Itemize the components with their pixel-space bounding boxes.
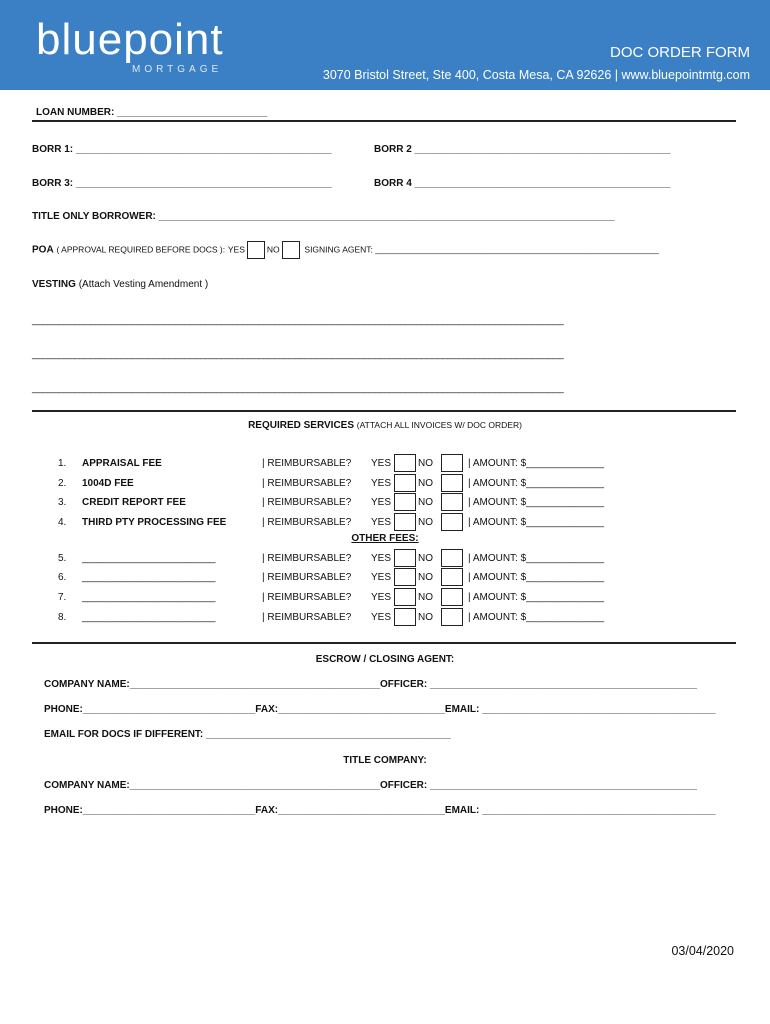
yes-label: YES — [371, 517, 392, 528]
borr3-field[interactable]: BORR 3: ______________________________________________ — [32, 178, 332, 189]
loan-number-field[interactable]: LOAN NUMBER: ___________________________ — [36, 107, 268, 118]
no-label: NO — [418, 517, 433, 528]
yes-label: YES — [371, 553, 392, 564]
services-heading-text: REQUIRED SERVICES — [248, 420, 355, 431]
no-label: NO — [418, 572, 433, 583]
logo-subtext: MORTGAGE — [132, 64, 223, 75]
service-number: 1. — [58, 458, 67, 469]
poa-no-label: NO — [266, 244, 280, 255]
no-checkbox[interactable] — [441, 549, 463, 567]
yes-label: YES — [371, 478, 392, 489]
no-label: NO — [418, 478, 433, 489]
form-date: 03/04/2020 — [671, 944, 734, 958]
escrow-phone-fax-email-field[interactable]: PHONE:_______________________________FAX:______________________________EMAIL: __________________________________________ — [44, 704, 716, 715]
title-only-borrower-field[interactable]: TITLE ONLY BORROWER: __________________________________________________________________________________ — [32, 211, 615, 222]
no-checkbox[interactable] — [441, 474, 463, 492]
divider — [32, 120, 736, 122]
reimbursable-label: | REIMBURSABLE? — [262, 497, 352, 508]
no-checkbox[interactable] — [441, 454, 463, 472]
vesting-note: (Attach Vesting Amendment ) — [78, 279, 209, 290]
no-checkbox[interactable] — [441, 608, 463, 626]
service-name: APPRAISAL FEE — [82, 458, 162, 469]
service-number: 3. — [58, 497, 67, 508]
vesting-line-1[interactable]: _____________________________________________________________________________________________________ — [32, 315, 564, 326]
vesting-row — [32, 279, 208, 290]
company-address: 3070 Bristol Street, Ste 400, Costa Mesa, CA 92626 | www.bluepointmtg.com — [322, 68, 750, 82]
poa-yes-label: YES — [227, 244, 245, 255]
required-services-heading — [0, 420, 770, 431]
reimbursable-label: | REIMBURSABLE? — [262, 517, 352, 528]
amount-field[interactable]: | AMOUNT: $______________ — [468, 458, 605, 469]
yes-checkbox[interactable] — [394, 474, 416, 492]
reimbursable-label: | REIMBURSABLE? — [262, 458, 352, 469]
title-company-officer-field[interactable]: COMPANY NAME:_____________________________________________OFFICER: ________________________________________________ — [44, 780, 697, 791]
amount-field[interactable]: | AMOUNT: $______________ — [468, 592, 605, 603]
service-number: 8. — [58, 612, 67, 623]
service-number: 2. — [58, 478, 67, 489]
service-row — [0, 454, 770, 474]
yes-checkbox[interactable] — [394, 608, 416, 626]
no-label: NO — [418, 592, 433, 603]
poa-no-checkbox[interactable] — [282, 241, 300, 259]
amount-field[interactable]: | AMOUNT: $______________ — [468, 517, 605, 528]
other-fees-heading: OTHER FEES: — [351, 533, 419, 544]
amount-field[interactable]: | AMOUNT: $______________ — [468, 553, 605, 564]
yes-label: YES — [371, 612, 392, 623]
service-name: THIRD PTY PROCESSING FEE — [82, 517, 227, 528]
service-name[interactable]: ________________________ — [82, 592, 216, 603]
yes-checkbox[interactable] — [394, 513, 416, 531]
yes-label: YES — [371, 592, 392, 603]
amount-field[interactable]: | AMOUNT: $______________ — [468, 478, 605, 489]
escrow-heading: ESCROW / CLOSING AGENT: — [315, 654, 455, 665]
no-label: NO — [418, 497, 433, 508]
logo-text: bluepoint — [36, 15, 224, 64]
title-phone-fax-email-field[interactable]: PHONE:_______________________________FAX:______________________________EMAIL: __________________________________________ — [44, 805, 716, 816]
service-row — [0, 588, 770, 608]
reimbursable-label: | REIMBURSABLE? — [262, 592, 352, 603]
service-row — [0, 513, 770, 533]
service-row — [0, 568, 770, 588]
service-number: 5. — [58, 553, 67, 564]
amount-field[interactable]: | AMOUNT: $______________ — [468, 612, 605, 623]
poa-note: ( APPROVAL REQUIRED BEFORE DOCS ): — [56, 244, 226, 255]
service-row — [0, 608, 770, 628]
yes-checkbox[interactable] — [394, 493, 416, 511]
services-heading-note: (ATTACH ALL INVOICES W/ DOC ORDER) — [356, 420, 522, 430]
service-row — [0, 549, 770, 569]
service-number: 6. — [58, 572, 67, 583]
service-row — [0, 493, 770, 513]
yes-checkbox[interactable] — [394, 454, 416, 472]
yes-label: YES — [371, 458, 392, 469]
yes-checkbox[interactable] — [394, 549, 416, 567]
divider — [32, 410, 736, 412]
amount-field[interactable]: | AMOUNT: $______________ — [468, 572, 605, 583]
divider — [32, 642, 736, 644]
yes-checkbox[interactable] — [394, 568, 416, 586]
service-name: 1004D FEE — [82, 478, 134, 489]
reimbursable-label: | REIMBURSABLE? — [262, 478, 352, 489]
signing-agent-field[interactable]: SIGNING AGENT: ____________________________________________________________ — [304, 244, 659, 255]
borr1-field[interactable]: BORR 1: ______________________________________________ — [32, 144, 332, 155]
title-company-heading: TITLE COMPANY: — [343, 755, 427, 766]
service-name[interactable]: ________________________ — [82, 612, 216, 623]
no-checkbox[interactable] — [441, 588, 463, 606]
form-title: DOC ORDER FORM — [610, 44, 750, 61]
no-checkbox[interactable] — [441, 568, 463, 586]
vesting-label: VESTING — [32, 279, 76, 290]
no-checkbox[interactable] — [441, 493, 463, 511]
reimbursable-label: | REIMBURSABLE? — [262, 572, 352, 583]
service-name[interactable]: ________________________ — [82, 553, 216, 564]
poa-row — [32, 241, 659, 259]
yes-checkbox[interactable] — [394, 588, 416, 606]
reimbursable-label: | REIMBURSABLE? — [262, 612, 352, 623]
service-row — [0, 474, 770, 494]
service-name: CREDIT REPORT FEE — [82, 497, 186, 508]
yes-label: YES — [371, 497, 392, 508]
bluepoint-logo — [36, 15, 224, 75]
no-label: NO — [418, 612, 433, 623]
amount-field[interactable]: | AMOUNT: $______________ — [468, 497, 605, 508]
escrow-company-officer-field[interactable]: COMPANY NAME:_____________________________________________OFFICER: ________________________________________________ — [44, 679, 697, 690]
borr2-field[interactable]: BORR 2 ______________________________________________ — [374, 144, 671, 155]
no-checkbox[interactable] — [441, 513, 463, 531]
poa-label: POA — [32, 244, 54, 256]
escrow-email-docs-field[interactable]: EMAIL FOR DOCS IF DIFFERENT: ____________________________________________ — [44, 729, 451, 740]
borr4-field[interactable]: BORR 4 ______________________________________________ — [374, 178, 671, 189]
vesting-line-3[interactable]: _____________________________________________________________________________________________________ — [32, 383, 564, 394]
vesting-line-2[interactable]: _____________________________________________________________________________________________________ — [32, 349, 564, 360]
service-number: 4. — [58, 517, 67, 528]
reimbursable-label: | REIMBURSABLE? — [262, 553, 352, 564]
no-label: NO — [418, 553, 433, 564]
no-label: NO — [418, 458, 433, 469]
service-name[interactable]: ________________________ — [82, 572, 216, 583]
poa-yes-checkbox[interactable] — [247, 241, 265, 259]
yes-label: YES — [371, 572, 392, 583]
header-banner — [0, 0, 770, 90]
service-number: 7. — [58, 592, 67, 603]
